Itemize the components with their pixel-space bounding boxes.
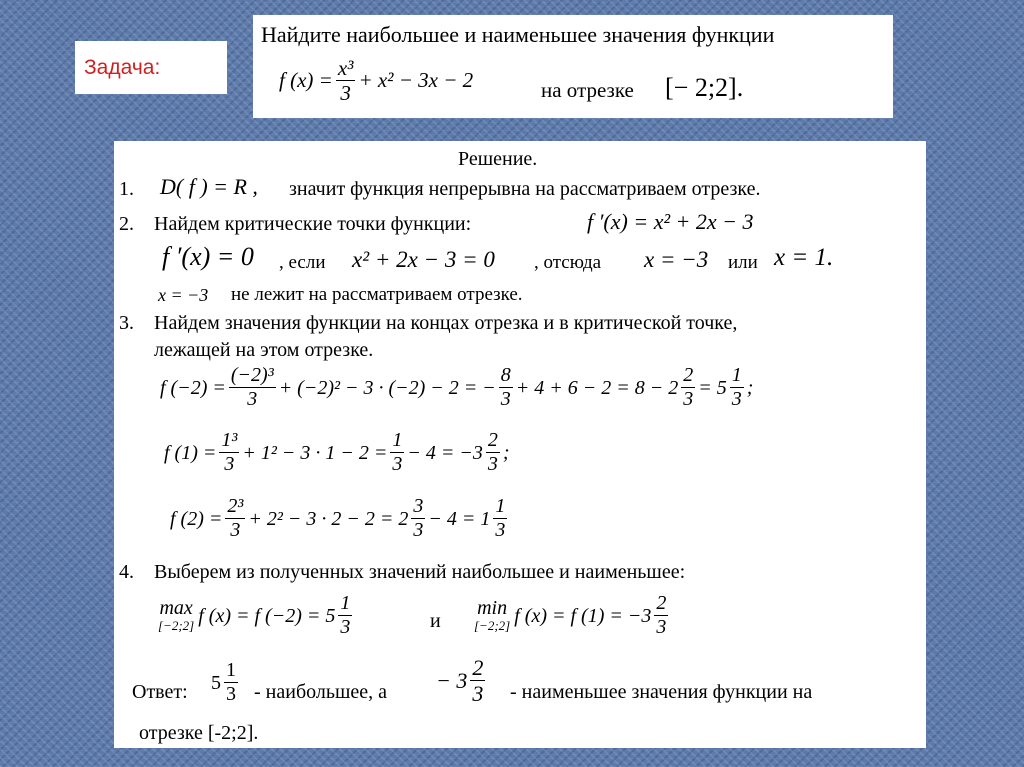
step3-calc-f-1: f (1) = $\frac{\text{1³}}{3}$ + 1² − 3 · 1 − 2 = $\frac{1}{3}$ − 4 = −3 $\frac{2}{3}$ ; — [164, 429, 510, 475]
step3-calc-f-minus2: f (−2) = $\frac{\text{(−2)³}}{3}$ + (−2)² − 3 · (−2) − 2 = − $\frac{8}{3}$ + 4 + 6 − 2 = 8 − 2 $\frac{2}{3}$ = 5 $\frac{1}{3}$ ; — [160, 364, 754, 410]
task-label: Задача: — [84, 56, 161, 79]
step4-min: min [−2;2] f (x) = f (1) = −3 $\frac{2}{3}$ — [474, 592, 667, 638]
answer-label: Ответ: — [132, 681, 188, 703]
problem-on-segment: на отрезке — [541, 78, 634, 102]
problem-segment: [− 2;2]. — [665, 73, 744, 102]
answer-line2: отрезке [-2;2]. — [139, 722, 259, 744]
step4-and: и — [430, 610, 441, 632]
step3-number: 3. — [119, 312, 134, 334]
task-label-box — [75, 41, 227, 94]
step2-derivative: f ′(x) = x² + 2x − 3 — [587, 209, 754, 234]
step2-number: 2. — [119, 213, 134, 235]
step3-text-line2: лежащей на этом отрезке. — [154, 339, 374, 361]
step2-excluded-formula: x = −3 — [158, 285, 209, 305]
step2-text: Найдем критические точки функции: — [154, 213, 472, 235]
solution-title: Решение. — [458, 148, 538, 170]
step2-root1: x = −3 — [644, 247, 709, 272]
problem-box — [253, 15, 893, 118]
step1-text: значит функция непрерывна на рассматриваем отрезке. — [289, 178, 761, 200]
step2-hence: , отсюда — [534, 252, 602, 273]
step3-text-line1: Найдем значения функции на концах отрезка и в критической точке, — [154, 312, 738, 334]
step2-equation: x² + 2x − 3 = 0 — [352, 247, 495, 272]
step4-max: max [−2;2] f (x) = f (−2) = 5 $\frac{1}{3}$ — [158, 592, 351, 638]
step1-number: 1. — [119, 178, 134, 200]
answer-max-text: - наибольшее, а — [254, 681, 387, 703]
step2-excluded-text: не лежит на рассматриваем отрезке. — [231, 284, 523, 305]
answer-max-value: 5 $\frac{1}{3}$ — [211, 659, 236, 705]
problem-statement: Найдите наибольшее и наименьшее значения функции — [261, 22, 775, 47]
step3-calc-f-2: f (2) = $\frac{\text{2³}}{3}$ + 2² − 3 · 2 − 2 = 2 $\frac{3}{3}$ − 4 = 1 $\frac{1}{3}$ — [170, 495, 506, 541]
step4-text: Выберем из полученных значений наибольшее и наименьшее: — [154, 561, 686, 583]
step2-eq-zero: f ′(x) = 0 — [162, 242, 254, 271]
problem-function: f (x) = $\frac{\text{x³}}{3}$ + x² − 3x − 2 — [279, 56, 474, 106]
step2-if: , если — [279, 252, 326, 273]
step2-root2: x = 1. — [774, 244, 834, 271]
solution-panel — [114, 141, 926, 748]
problem-fraction: $\frac{\text{x³}}{3}$ — [337, 56, 354, 106]
answer-min-text: - наименьшее значения функции на — [510, 681, 813, 703]
step1-formula: D( f ) = R , — [160, 174, 258, 199]
step4-number: 4. — [119, 561, 134, 583]
step2-or: или — [728, 252, 758, 273]
answer-min-value: − 3 $\frac{2}{3}$ — [436, 655, 484, 707]
